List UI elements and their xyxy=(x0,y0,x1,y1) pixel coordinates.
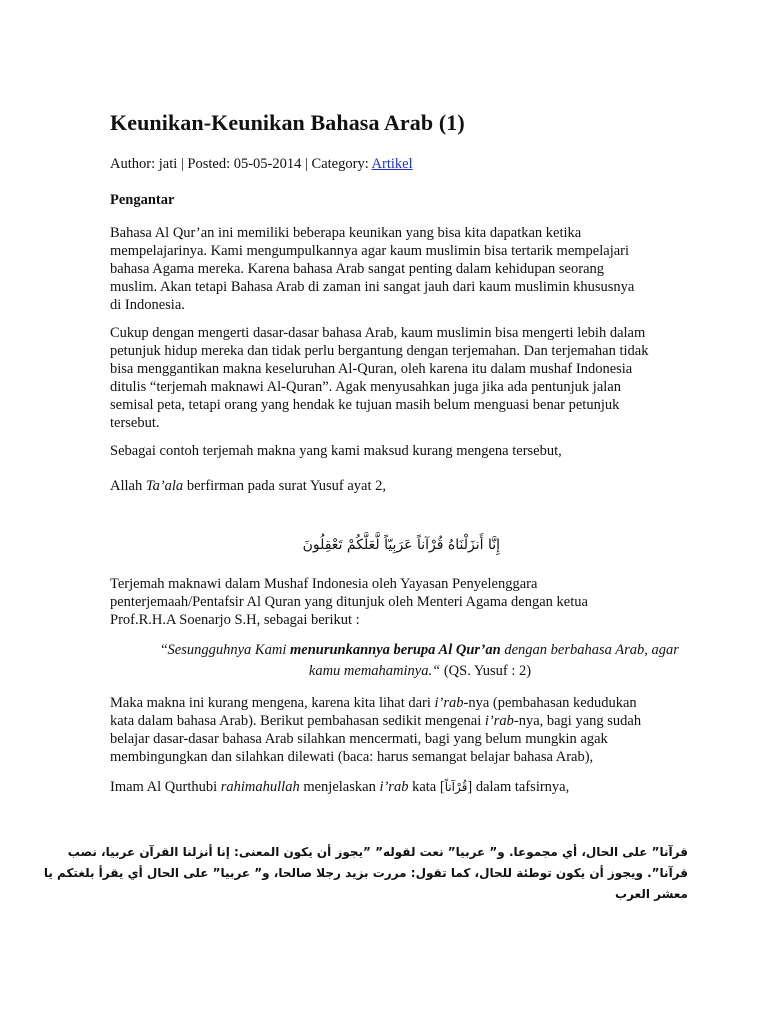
text-segment: kata dalam bahasa Arab). Berikut pembahasan sedikit mengenai xyxy=(110,713,485,729)
paragraph-line: mempelajarinya. Kami mengumpulkannya agar kaum muslimin bisa tertarik mempelajari xyxy=(110,243,630,259)
text-segment: Maka makna ini kurang mengena, karena kita lihat dari xyxy=(110,695,435,711)
quote-bold: menurunkannya berupa Al Qur’an xyxy=(289,642,501,658)
quran-verse-arabic: إِنَّا أَنزَلْنَاهُ قُرْآناً عَرَبِيّاً لَّعَلَّكُمْ تَعْقِلُونَ xyxy=(302,537,500,553)
paragraph-line: ditulis “terjemah maknawi Al-Quran”. Agak menyusahkan juga jika ada pentunjuk jalan xyxy=(110,379,621,395)
article-title: Keunikan-Keunikan Bahasa Arab (1) xyxy=(110,110,465,135)
paragraph-line: Sebagai contoh terjemah makna yang kami maksud kurang mengena tersebut, xyxy=(110,443,562,459)
text-segment: berfirman pada surat Yusuf ayat 2, xyxy=(183,478,386,494)
italic-term: rahimahullah xyxy=(220,779,300,795)
text-segment: ] dalam tafsirnya, xyxy=(467,779,570,795)
tafsir-arabic-text xyxy=(43,842,688,905)
quote-italic: Sesungguhnya Kami xyxy=(167,642,290,658)
paragraph-line: membingungkan dan silahkan dilewati (baca: harus semangat belajar bahasa Arab), xyxy=(110,749,594,765)
paragraph-line: Cukup dengan mengerti dasar-dasar bahasa Arab, kaum muslimin bisa mengerti lebih dalam xyxy=(110,325,646,341)
paragraph-3 xyxy=(110,442,700,460)
paragraph-line: bahasa Agama mereka. Karena bahasa Arab sangat penting dalam kehidupan seorang xyxy=(110,261,605,277)
paragraph-line: Prof.R.H.A Soenarjo S.H, sebagai berikut : xyxy=(110,612,360,628)
quote-mark: “ xyxy=(161,642,168,658)
italic-term: i’rab xyxy=(379,779,409,795)
paragraph-5 xyxy=(110,575,700,629)
paragraph-line: Terjemah maknawi dalam Mushaf Indonesia oleh Yayasan Penyelenggara xyxy=(110,576,538,592)
paragraph-line: belajar dasar-dasar bahasa Arab silahkan mencermati, bagi yang belum mungkin agak xyxy=(110,731,608,747)
paragraph-7 xyxy=(110,778,700,796)
quote-italic: kamu memahaminya. xyxy=(308,663,433,679)
text-segment: kata [ xyxy=(408,779,445,795)
quote-mark: “ xyxy=(432,663,441,679)
paragraph-line: muslim. Akan tetapi Bahasa Arab di zaman ini sangat jauh dari kaum muslimin khususnya xyxy=(110,279,635,295)
paragraph-2 xyxy=(110,324,700,432)
tafsir-line: قرآنا”. ويجوز أن يكون توطئة للحال، كما تقول: مررت بزيد رجلا صالحا، و” عربيا” على الحال أي يقرأ بلغتكم يا xyxy=(43,866,688,880)
paragraph-line: petunjuk hidup mereka dan tidak perlu bergantung dengan terjemahan. Dan terjemahan tidak xyxy=(110,343,649,359)
translation-quote xyxy=(110,640,730,682)
text-segment: -nya, bagi yang sudah xyxy=(513,713,642,729)
italic-term: i’rab xyxy=(484,713,514,729)
paragraph-line: di Indonesia. xyxy=(110,297,185,313)
italic-term: i’rab xyxy=(434,695,464,711)
paragraph-line xyxy=(110,712,700,730)
paragraph-line: semisal peta, tetapi orang yang hendak ke tujuan masih belum menguasi benar petunjuk xyxy=(110,397,620,413)
text-segment: Allah xyxy=(110,478,146,494)
text-segment: menjelaskan xyxy=(299,779,380,795)
quote-reference: (QS. Yusuf : 2) xyxy=(440,663,532,679)
arabic-word: قُرْآناً xyxy=(444,780,468,794)
category-link[interactable]: Artikel xyxy=(371,156,413,172)
paragraph-line: tersebut. xyxy=(110,415,160,431)
section-heading: Pengantar xyxy=(110,192,175,208)
tafsir-line: قرآنا” على الحال، أي مجموعا. و” عربيا” نعت لقوله” ”يجوز أن يكون المعنى: إنا أنزلنا القرآن عربيا، نصب xyxy=(67,845,688,859)
article-meta xyxy=(110,156,413,173)
quote-line xyxy=(110,640,730,661)
meta-text: Author: jati | Posted: 05-05-2014 | Category: xyxy=(110,156,372,172)
paragraph-line: bisa menggantikan makna keseluruhan Al-Quran, oleh karena itu dalam mushaf Indonesia xyxy=(110,361,633,377)
paragraph-line xyxy=(110,477,700,495)
text-segment: Imam Al Qurthubi xyxy=(110,779,221,795)
quote-italic: dengan berbahasa Arab, agar xyxy=(500,642,679,658)
paragraph-4 xyxy=(110,477,700,495)
paragraph-1 xyxy=(110,224,700,314)
paragraph-line: penterjemaah/Pentafsir Al Quran yang ditunjuk oleh Menteri Agama dengan ketua xyxy=(110,594,588,610)
paragraph-line xyxy=(110,778,700,796)
text-segment: -nya (pembahasan kedudukan xyxy=(463,695,637,711)
paragraph-6 xyxy=(110,694,700,766)
paragraph-line: Bahasa Al Qur’an ini memiliki beberapa keunikan yang bisa kita dapatkan ketika xyxy=(110,225,582,241)
paragraph-line xyxy=(110,694,700,712)
tafsir-line: معشر العرب xyxy=(615,887,688,901)
italic-term: Ta’ala xyxy=(145,478,184,494)
quote-line xyxy=(110,661,730,682)
